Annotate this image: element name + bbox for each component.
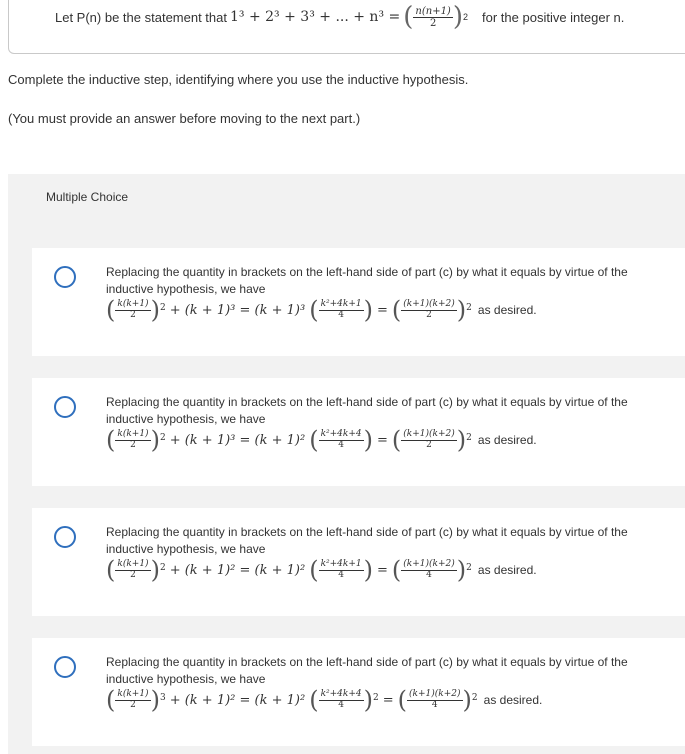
fraction-2-denominator: 4 [338, 309, 344, 320]
fraction-3-numerator: (k+1)(k+2) [403, 428, 455, 439]
fraction-1-denominator: 2 [130, 439, 136, 450]
right-paren: ) [452, 2, 463, 32]
fraction-2-numerator: k²+4k+4 [320, 688, 362, 699]
option-equation [106, 688, 542, 712]
fraction-1-exponent: 2 [159, 563, 166, 573]
fraction-1-exponent: 3 [159, 693, 166, 703]
paren-open: ( [106, 556, 116, 584]
middle-expression: + (k + 1)² = (k + 1)² [169, 562, 306, 578]
paren-close: ) [456, 426, 467, 454]
fraction-2 [319, 560, 364, 581]
radio-button[interactable] [54, 526, 76, 548]
equals-sign: = [382, 692, 394, 708]
fraction-3-numerator: (k+1)(k+2) [409, 688, 461, 699]
paren-close: ) [456, 296, 467, 324]
paren-close: ) [363, 426, 374, 454]
paren-close: ) [462, 686, 472, 714]
fraction-1-numerator: k(k+1) [117, 558, 149, 569]
choice-option-1[interactable] [32, 248, 685, 356]
fraction-2-denominator: 4 [338, 439, 344, 450]
choice-option-3[interactable] [32, 508, 685, 616]
paren-close: ) [363, 556, 374, 584]
paren-open: ( [397, 686, 408, 714]
option-tail-text: as desired. [483, 693, 543, 707]
fraction-1 [115, 300, 150, 321]
statement-lead: Let P(n) be the statement that [55, 9, 227, 25]
option-text: Replacing the quantity in brackets on the left-hand side of part (c) by what it equals by virtue of the inductive hypothesis, we have [106, 525, 628, 556]
fraction-2-numerator: k²+4k+1 [320, 558, 362, 569]
paren-open: ( [391, 426, 402, 454]
option-equation [106, 298, 537, 322]
fraction-1-numerator: k(k+1) [117, 428, 149, 439]
fraction-3-numerator: (k+1)(k+2) [403, 558, 455, 569]
choice-option-4[interactable] [32, 638, 685, 746]
statement-trail: for the positive integer n. [482, 9, 625, 25]
answer-required-note: (You must provide an answer before moving to the next part.) [8, 111, 361, 126]
paren-close: ) [363, 686, 374, 714]
fraction-2 [319, 690, 364, 711]
statement-line [55, 4, 624, 30]
radio-button[interactable] [54, 656, 76, 678]
equals-sign: = [377, 302, 388, 318]
middle-expression: + (k + 1)³ = (k + 1)³ [169, 302, 306, 318]
fraction-1 [115, 430, 150, 451]
paren-open: ( [106, 296, 116, 324]
multiple-choice-title: Multiple Choice [46, 190, 129, 204]
fraction-2-exponent: 2 [373, 693, 379, 703]
option-equation [106, 428, 537, 452]
option-text: Replacing the quantity in brackets on the left-hand side of part (c) by what it equals by virtue of the inductive hypothesis, we have [106, 265, 628, 296]
question-statement-box [8, 0, 685, 54]
paren-open: ( [309, 556, 319, 584]
fraction-1-numerator: k(k+1) [117, 688, 149, 699]
rhs-numerator: n(n+1) [415, 5, 451, 17]
fraction-3-denominator: 4 [431, 699, 438, 710]
fraction-3-exponent: 2 [466, 563, 472, 573]
fraction-1 [115, 560, 150, 581]
option-text: Replacing the quantity in brackets on the left-hand side of part (c) by what it equals by virtue of the inductive hypothesis, we have [106, 655, 628, 686]
fraction-1-numerator: k(k+1) [117, 298, 149, 309]
fraction-3 [401, 300, 457, 321]
fraction-2-denominator: 4 [338, 569, 344, 580]
equals-sign: = [377, 562, 388, 578]
instruction-text: Complete the inductive step, identifying where you use the inductive hypothesis. [8, 72, 469, 87]
middle-expression: + (k + 1)³ = (k + 1)² [169, 432, 306, 448]
fraction-1-denominator: 2 [130, 699, 136, 710]
middle-expression: + (k + 1)² = (k + 1)² [169, 692, 306, 708]
fraction-1-denominator: 2 [130, 569, 136, 580]
series-lhs: 1³ + 2³ + 3³ + ... + n³ = [230, 9, 401, 25]
option-equation [106, 558, 537, 582]
fraction-2 [319, 430, 364, 451]
option-tail-text: as desired. [477, 433, 537, 447]
fraction-3-exponent: 2 [466, 433, 472, 443]
option-tail-text: as desired. [477, 563, 537, 577]
paren-close: ) [150, 296, 160, 324]
option-text: Replacing the quantity in brackets on the left-hand side of part (c) by what it equals by virtue of the inductive hypothesis, we have [106, 395, 628, 426]
fraction-1-denominator: 2 [130, 309, 136, 320]
fraction-2-numerator: k²+4k+1 [320, 298, 362, 309]
paren-open: ( [106, 686, 116, 714]
rhs-fraction [413, 6, 452, 29]
rhs-denominator: 2 [429, 17, 437, 29]
paren-open: ( [309, 426, 319, 454]
option-tail-text: as desired. [477, 303, 537, 317]
paren-open: ( [309, 296, 319, 324]
fraction-2-denominator: 4 [338, 699, 344, 710]
fraction-1-exponent: 2 [159, 433, 166, 443]
rhs-exponent: 2 [463, 12, 469, 22]
fraction-3 [401, 430, 457, 451]
fraction-3 [407, 690, 463, 711]
equals-sign: = [377, 432, 388, 448]
fraction-1 [115, 690, 150, 711]
fraction-3-denominator: 2 [426, 439, 432, 450]
fraction-2 [319, 300, 364, 321]
choice-option-2[interactable] [32, 378, 685, 486]
paren-open: ( [309, 686, 319, 714]
paren-close: ) [150, 556, 160, 584]
fraction-3-denominator: 2 [426, 309, 432, 320]
fraction-3-exponent: 2 [471, 693, 478, 703]
paren-close: ) [150, 686, 160, 714]
fraction-3-denominator: 4 [426, 569, 432, 580]
paren-open: ( [391, 296, 402, 324]
paren-close: ) [150, 426, 160, 454]
fraction-3 [401, 560, 457, 581]
paren-open: ( [391, 556, 402, 584]
radio-button[interactable] [54, 266, 76, 288]
paren-close: ) [363, 296, 374, 324]
fraction-3-exponent: 2 [466, 303, 472, 313]
paren-open: ( [106, 426, 116, 454]
left-paren: ( [403, 2, 414, 32]
radio-button[interactable] [54, 396, 76, 418]
fraction-1-exponent: 2 [159, 303, 166, 313]
fraction-2-numerator: k²+4k+4 [320, 428, 362, 439]
fraction-3-numerator: (k+1)(k+2) [403, 298, 455, 309]
paren-close: ) [456, 556, 467, 584]
